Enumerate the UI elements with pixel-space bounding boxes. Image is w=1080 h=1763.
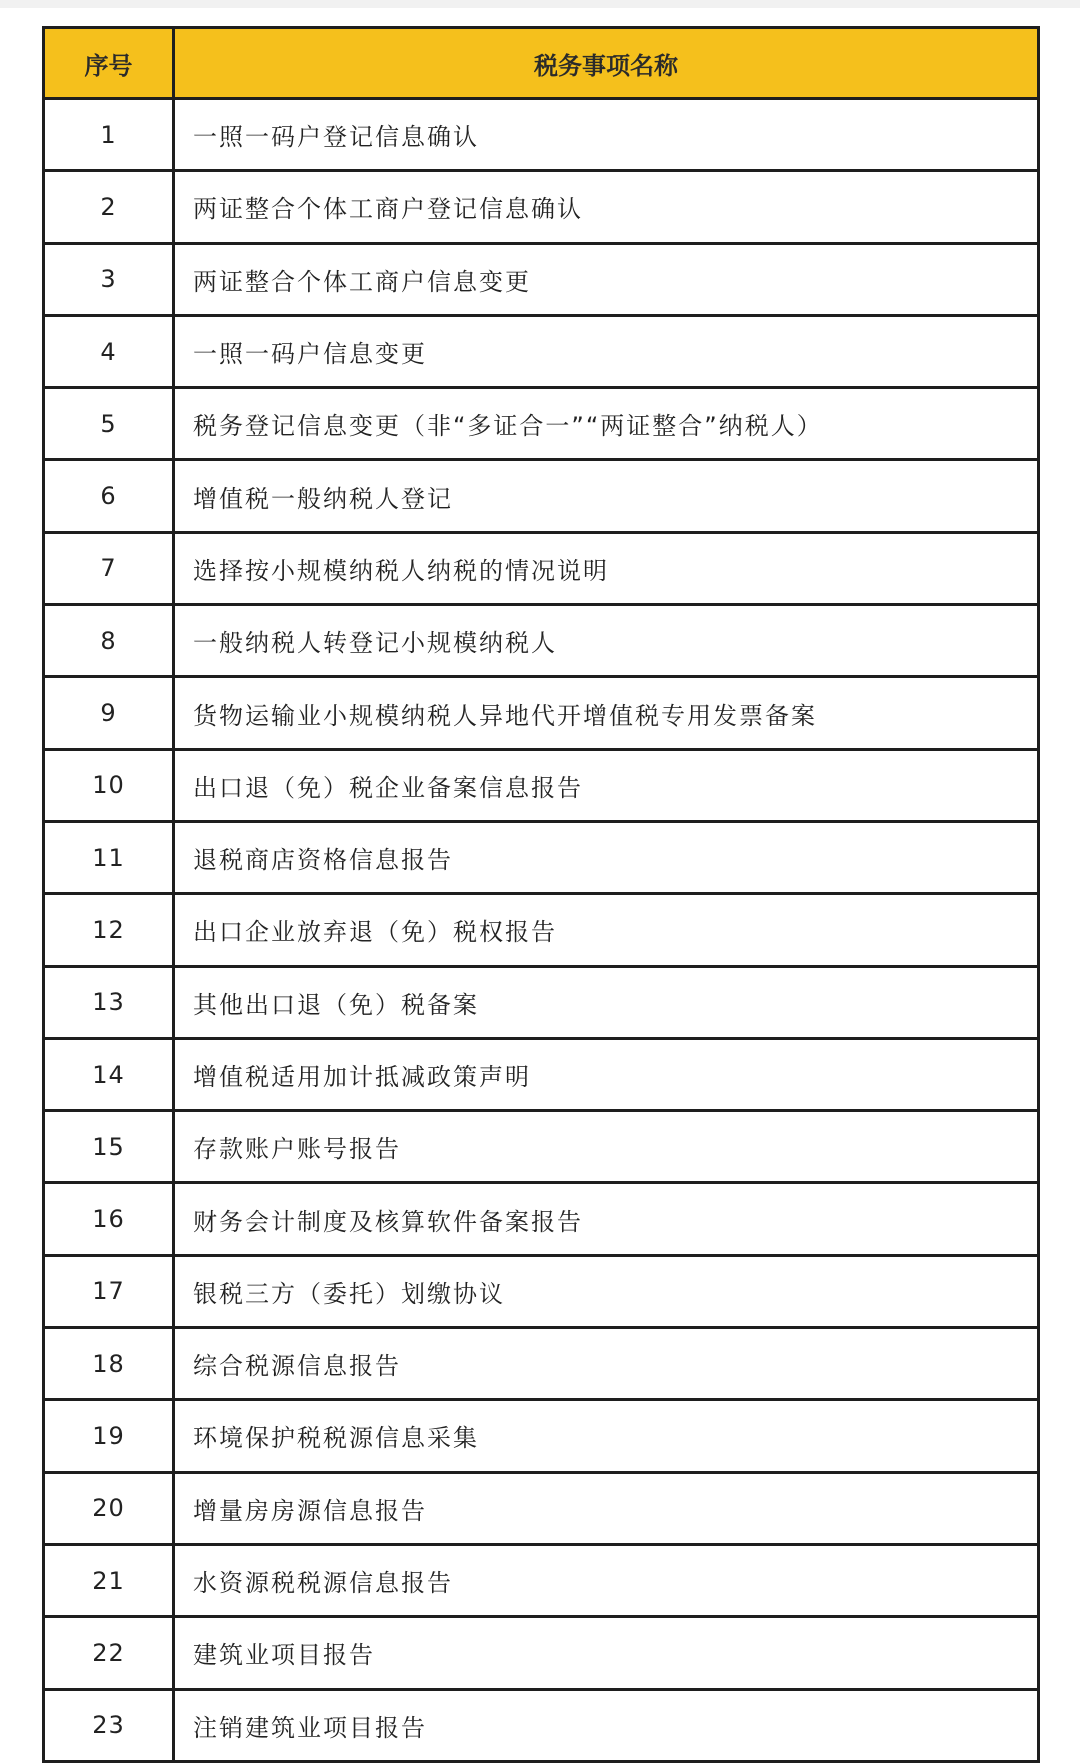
table-row xyxy=(44,894,1039,966)
serial-number-cell: 8 xyxy=(44,605,174,677)
table-row xyxy=(44,1038,1039,1110)
top-strip xyxy=(0,0,1080,8)
tax-item-name-cell: 一般纳税人转登记小规模纳税人 xyxy=(174,605,1039,677)
table-header xyxy=(44,28,1039,99)
serial-number-cell: 6 xyxy=(44,460,174,532)
tax-item-name-cell: 两证整合个体工商户信息变更 xyxy=(174,243,1039,315)
table-row xyxy=(44,1183,1039,1255)
tax-item-name-cell: 环境保护税税源信息采集 xyxy=(174,1400,1039,1472)
tax-item-name-cell: 其他出口退（免）税备案 xyxy=(174,966,1039,1038)
table-row xyxy=(44,1544,1039,1616)
tax-item-name-cell: 出口退（免）税企业备案信息报告 xyxy=(174,749,1039,821)
tax-item-name-cell: 注销建筑业项目报告 xyxy=(174,1689,1039,1761)
serial-number-cell: 19 xyxy=(44,1400,174,1472)
table-row xyxy=(44,677,1039,749)
tax-item-name-cell: 退税商店资格信息报告 xyxy=(174,821,1039,893)
tax-item-name-cell: 存款账户账号报告 xyxy=(174,1111,1039,1183)
serial-number-cell: 17 xyxy=(44,1255,174,1327)
table-row xyxy=(44,315,1039,387)
serial-number-cell: 18 xyxy=(44,1328,174,1400)
table-body xyxy=(44,99,1039,1762)
serial-number-cell: 2 xyxy=(44,171,174,243)
serial-number-cell: 10 xyxy=(44,749,174,821)
tax-item-name-cell: 建筑业项目报告 xyxy=(174,1617,1039,1689)
tax-item-name-cell: 财务会计制度及核算软件备案报告 xyxy=(174,1183,1039,1255)
table-row xyxy=(44,1400,1039,1472)
serial-number-cell: 20 xyxy=(44,1472,174,1544)
table-row xyxy=(44,966,1039,1038)
table-row xyxy=(44,99,1039,171)
serial-number-cell: 16 xyxy=(44,1183,174,1255)
table-row xyxy=(44,749,1039,821)
serial-number-cell: 12 xyxy=(44,894,174,966)
serial-number-cell: 23 xyxy=(44,1689,174,1761)
table-row xyxy=(44,821,1039,893)
tax-item-name-cell: 一照一码户信息变更 xyxy=(174,315,1039,387)
table-row xyxy=(44,532,1039,604)
header-serial-number: 序号 xyxy=(44,28,174,99)
tax-item-name-cell: 增值税适用加计抵减政策声明 xyxy=(174,1038,1039,1110)
serial-number-cell: 1 xyxy=(44,99,174,171)
tax-item-name-cell: 选择按小规模纳税人纳税的情况说明 xyxy=(174,532,1039,604)
serial-number-cell: 22 xyxy=(44,1617,174,1689)
header-tax-item-name: 税务事项名称 xyxy=(174,28,1039,99)
serial-number-cell: 21 xyxy=(44,1544,174,1616)
header-row xyxy=(44,28,1039,99)
serial-number-cell: 11 xyxy=(44,821,174,893)
table-row xyxy=(44,1111,1039,1183)
tax-item-name-cell: 增值税一般纳税人登记 xyxy=(174,460,1039,532)
tax-item-name-cell: 税务登记信息变更（非“多证合一”“两证整合”纳税人） xyxy=(174,388,1039,460)
serial-number-cell: 9 xyxy=(44,677,174,749)
table-row xyxy=(44,243,1039,315)
tax-item-name-cell: 水资源税税源信息报告 xyxy=(174,1544,1039,1616)
table-row xyxy=(44,1617,1039,1689)
table-row xyxy=(44,1689,1039,1761)
tax-item-name-cell: 增量房房源信息报告 xyxy=(174,1472,1039,1544)
table-row xyxy=(44,460,1039,532)
serial-number-cell: 14 xyxy=(44,1038,174,1110)
serial-number-cell: 15 xyxy=(44,1111,174,1183)
tax-items-table xyxy=(42,26,1040,1763)
serial-number-cell: 13 xyxy=(44,966,174,1038)
table-row xyxy=(44,605,1039,677)
tax-item-name-cell: 综合税源信息报告 xyxy=(174,1328,1039,1400)
serial-number-cell: 7 xyxy=(44,532,174,604)
table-row xyxy=(44,1328,1039,1400)
tax-item-name-cell: 货物运输业小规模纳税人异地代开增值税专用发票备案 xyxy=(174,677,1039,749)
tax-items-table-container xyxy=(42,26,1037,1763)
tax-item-name-cell: 一照一码户登记信息确认 xyxy=(174,99,1039,171)
table-row xyxy=(44,1472,1039,1544)
tax-item-name-cell: 两证整合个体工商户登记信息确认 xyxy=(174,171,1039,243)
serial-number-cell: 3 xyxy=(44,243,174,315)
table-row xyxy=(44,171,1039,243)
table-row xyxy=(44,388,1039,460)
serial-number-cell: 4 xyxy=(44,315,174,387)
tax-item-name-cell: 银税三方（委托）划缴协议 xyxy=(174,1255,1039,1327)
table-row xyxy=(44,1255,1039,1327)
serial-number-cell: 5 xyxy=(44,388,174,460)
tax-item-name-cell: 出口企业放弃退（免）税权报告 xyxy=(174,894,1039,966)
